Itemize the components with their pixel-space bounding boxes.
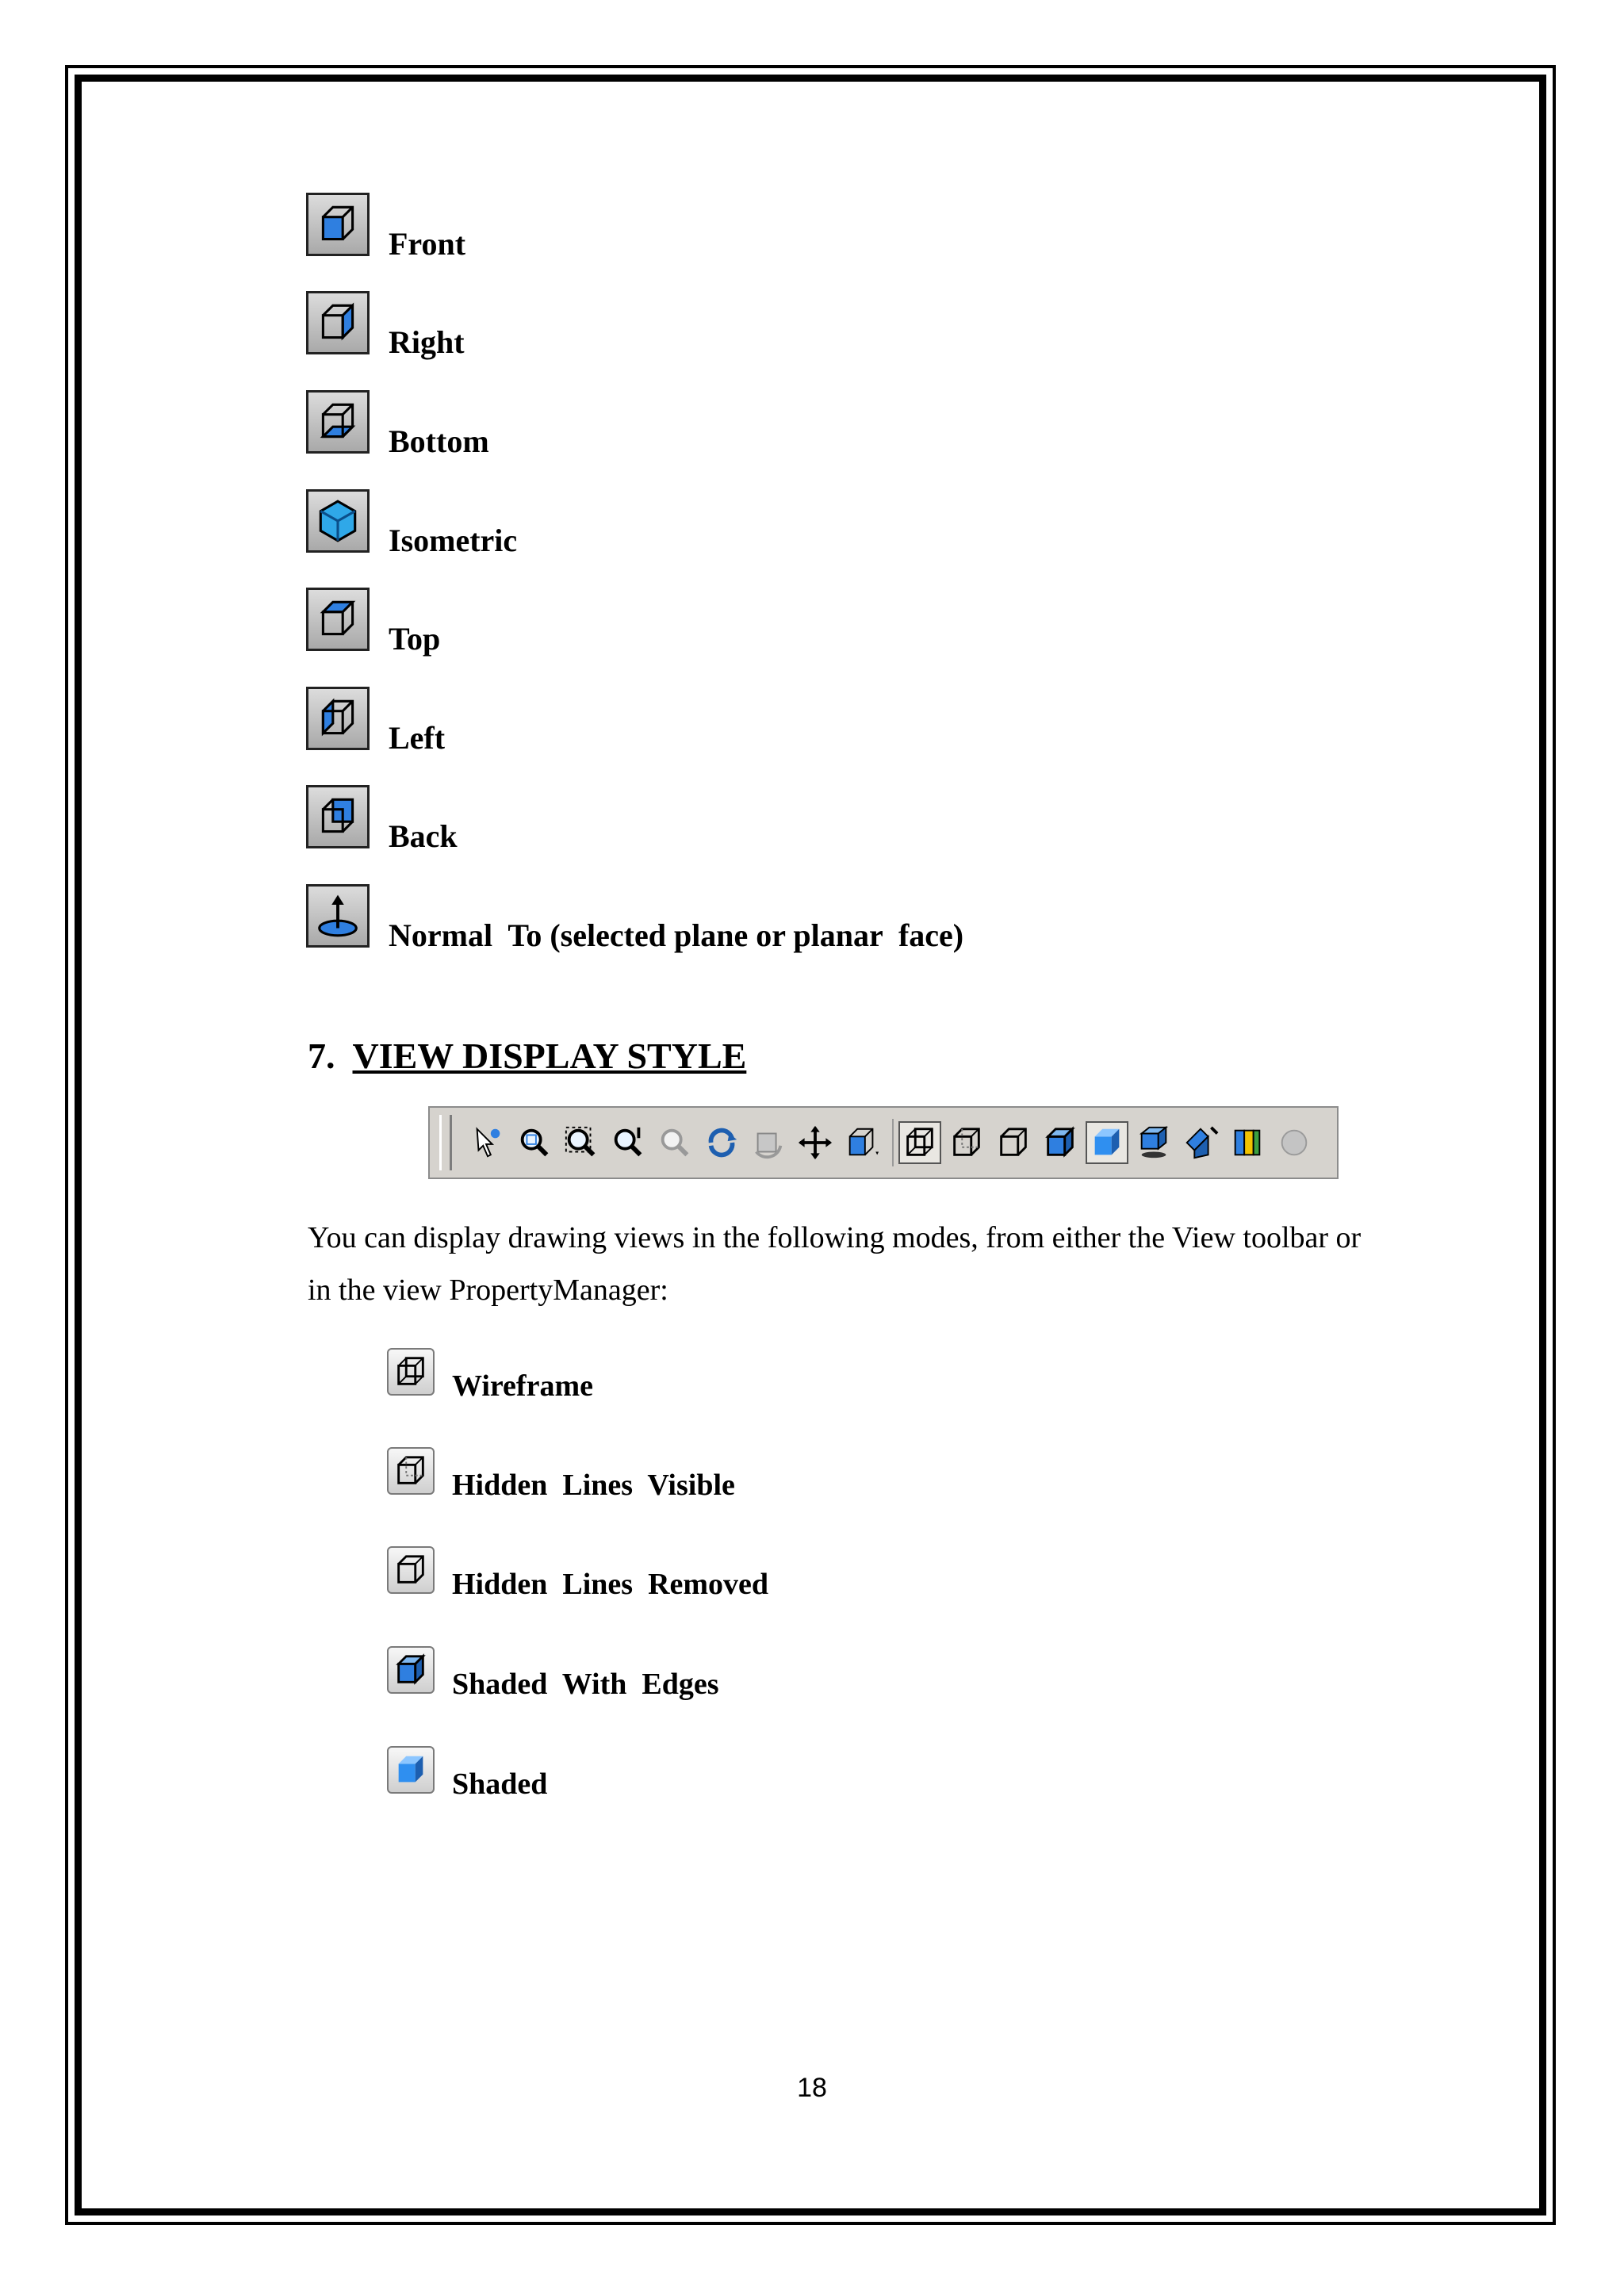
view-item-back bbox=[306, 785, 458, 854]
description-paragraph bbox=[308, 1212, 1450, 1316]
mode-item-wireframe bbox=[387, 1348, 593, 1403]
zoom-to-area-icon[interactable] bbox=[560, 1121, 603, 1164]
view-label: Left bbox=[389, 720, 446, 756]
top-view-icon bbox=[306, 588, 370, 651]
hidden-lines-visible-icon[interactable] bbox=[945, 1121, 988, 1164]
wireframe-icon bbox=[387, 1348, 435, 1396]
view-label: Bottom bbox=[389, 423, 489, 459]
rotate-view-icon[interactable] bbox=[700, 1121, 743, 1164]
mode-label: Shaded bbox=[452, 1767, 548, 1801]
hidden-lines-removed-icon bbox=[387, 1546, 435, 1594]
front-view-icon bbox=[306, 193, 370, 256]
section-view-icon[interactable] bbox=[1179, 1121, 1222, 1164]
toolbar-separator bbox=[892, 1119, 894, 1166]
zoom-in-out-icon[interactable] bbox=[607, 1121, 649, 1164]
view-label: Isometric bbox=[389, 523, 518, 558]
wireframe-icon[interactable] bbox=[898, 1121, 941, 1164]
back-view-icon bbox=[306, 785, 370, 848]
paragraph-line-2: in the view PropertyManager: bbox=[308, 1273, 668, 1307]
view-label: Back bbox=[389, 818, 458, 854]
select-icon[interactable] bbox=[466, 1121, 509, 1164]
zoom-to-fit-icon[interactable] bbox=[513, 1121, 556, 1164]
mode-label: Shaded With Edges bbox=[452, 1668, 719, 1701]
view-item-right bbox=[306, 291, 465, 360]
mode-item-hidden-lines-removed bbox=[387, 1546, 769, 1601]
mode-label: Wireframe bbox=[452, 1369, 593, 1403]
section-title: VIEW DISPLAY STYLE bbox=[352, 1036, 747, 1076]
toolbar-grip bbox=[439, 1115, 452, 1170]
view-label: Top bbox=[389, 621, 441, 657]
view-label: Normal To (selected plane or planar face) bbox=[389, 917, 964, 953]
section-number: 7. bbox=[308, 1036, 335, 1076]
mode-item-shaded bbox=[387, 1746, 548, 1801]
shaded-icon[interactable] bbox=[1086, 1121, 1128, 1164]
view-toolbar bbox=[428, 1106, 1339, 1179]
realview-icon[interactable] bbox=[1273, 1121, 1316, 1164]
left-view-icon bbox=[306, 687, 370, 750]
bottom-view-icon bbox=[306, 390, 370, 454]
view-label: Front bbox=[389, 226, 466, 262]
shaded-icon bbox=[387, 1746, 435, 1794]
curvature-icon[interactable] bbox=[1226, 1121, 1269, 1164]
view-item-bottom bbox=[306, 390, 489, 459]
paragraph-line-1: You can display drawing views in the following modes, from either the View toolbar or bbox=[308, 1221, 1362, 1254]
view-item-front bbox=[306, 193, 466, 262]
mode-item-shaded-with-edges bbox=[387, 1646, 719, 1701]
view-orientation-icon[interactable] bbox=[841, 1121, 883, 1164]
hidden-lines-visible-icon bbox=[387, 1447, 435, 1495]
view-item-isometric bbox=[306, 489, 518, 558]
normal-to-icon bbox=[306, 884, 370, 948]
view-label: Right bbox=[389, 324, 465, 360]
zoom-to-selection-icon[interactable] bbox=[653, 1121, 696, 1164]
view-item-normal-to bbox=[306, 884, 964, 953]
right-view-icon bbox=[306, 291, 370, 354]
isometric-view-icon bbox=[306, 489, 370, 553]
pan-icon[interactable] bbox=[794, 1121, 837, 1164]
hidden-lines-removed-icon[interactable] bbox=[992, 1121, 1035, 1164]
page-number: 18 bbox=[797, 2073, 827, 2103]
view-item-top bbox=[306, 588, 441, 657]
shadows-icon[interactable] bbox=[1132, 1121, 1175, 1164]
mode-label: Hidden Lines Removed bbox=[452, 1568, 769, 1601]
roll-view-icon[interactable] bbox=[747, 1121, 790, 1164]
view-item-left bbox=[306, 687, 446, 756]
section-heading bbox=[308, 1035, 746, 1077]
mode-label: Hidden Lines Visible bbox=[452, 1469, 735, 1502]
mode-item-hidden-lines-visible bbox=[387, 1447, 735, 1502]
shaded-with-edges-icon[interactable] bbox=[1039, 1121, 1082, 1164]
shaded-with-edges-icon bbox=[387, 1646, 435, 1694]
